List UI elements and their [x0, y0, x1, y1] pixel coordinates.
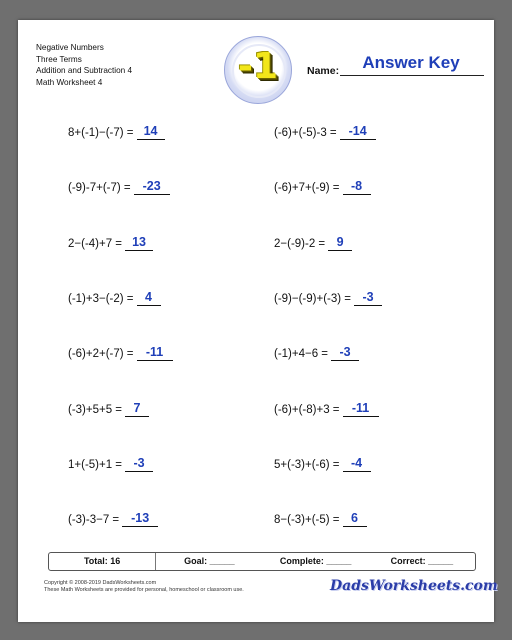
title-line: Three Terms	[36, 54, 82, 64]
problem-expression: (-1)+4−6 =	[274, 348, 329, 361]
problem-expression: (-6)+2+(-7) =	[68, 348, 134, 361]
total-cell: Total: 16	[49, 553, 156, 570]
badge-number: -1	[238, 46, 278, 87]
problem-expression: 2−(-9)-2 =	[274, 237, 326, 250]
copyright-line: These Math Worksheets are provided for personal, homeschool or classroom use.	[44, 587, 244, 593]
answer-blank: -4	[343, 456, 371, 472]
problem-expression: 8+(-1)−(-7) =	[68, 127, 134, 139]
score-footer	[48, 552, 476, 571]
problem-expression: 8−(-3)+(-5) =	[274, 514, 340, 527]
title-line: Negative Numbers	[36, 43, 104, 52]
title-line: Addition and Subtraction 4	[36, 66, 133, 76]
answer-blank: -3	[354, 290, 382, 306]
problem-expression: (-6)+(-8)+3 =	[274, 403, 340, 416]
title-line: Math Worksheet 4	[36, 77, 103, 87]
problem-expression: 2−(-4)+7 =	[68, 237, 123, 250]
problem-expression: (-3)-3−7 =	[68, 514, 120, 527]
answer-blank: -14	[340, 124, 376, 140]
answer-blank: -13	[122, 511, 158, 527]
worksheet-title-block	[36, 42, 132, 88]
answer-blank: 14	[137, 124, 165, 140]
answer-blank: -3	[331, 345, 359, 361]
answer-blank: -11	[343, 401, 379, 417]
problem-expression: (-6)+(-5)-3 =	[274, 127, 337, 139]
problem-expression: 5+(-3)+(-6) =	[274, 458, 340, 471]
answer-blank: 6	[343, 511, 367, 527]
problem-expression: (-6)+7+(-9) =	[274, 182, 340, 195]
name-label: Name:	[307, 65, 340, 77]
complete-cell: Complete: _____	[279, 556, 352, 566]
answer-blank: 7	[125, 401, 149, 417]
problem-expression: (-9)−(-9)+(-3) =	[274, 292, 351, 305]
answer-blank: 9	[328, 235, 352, 251]
answer-blank: 13	[125, 235, 153, 251]
copyright-line: Copyright © 2008-2019 DadsWorksheets.com	[44, 580, 157, 586]
problem-expression: 1+(-5)+1 =	[68, 458, 123, 471]
name-line	[340, 75, 484, 76]
answer-blank: -11	[137, 345, 173, 361]
worksheet-page	[18, 20, 498, 622]
problem-expression: (-1)+3−(-2) =	[68, 292, 134, 305]
answer-blank: -8	[343, 179, 371, 195]
correct-cell: Correct: _____	[390, 556, 454, 566]
answer-blank: -23	[134, 179, 170, 195]
answer-key-label: Answer Key	[362, 53, 460, 72]
site-logo: DadsWorksheets.com	[330, 578, 498, 594]
topic-badge	[224, 36, 292, 104]
copyright-notice	[44, 580, 244, 594]
answer-blank: -3	[125, 456, 153, 472]
problem-expression: (-3)+5+5 =	[68, 403, 123, 416]
goal-cell: Goal: _____	[184, 556, 235, 566]
problem-expression: (-9)-7+(-7) =	[68, 182, 131, 195]
answer-blank: 4	[137, 290, 161, 306]
